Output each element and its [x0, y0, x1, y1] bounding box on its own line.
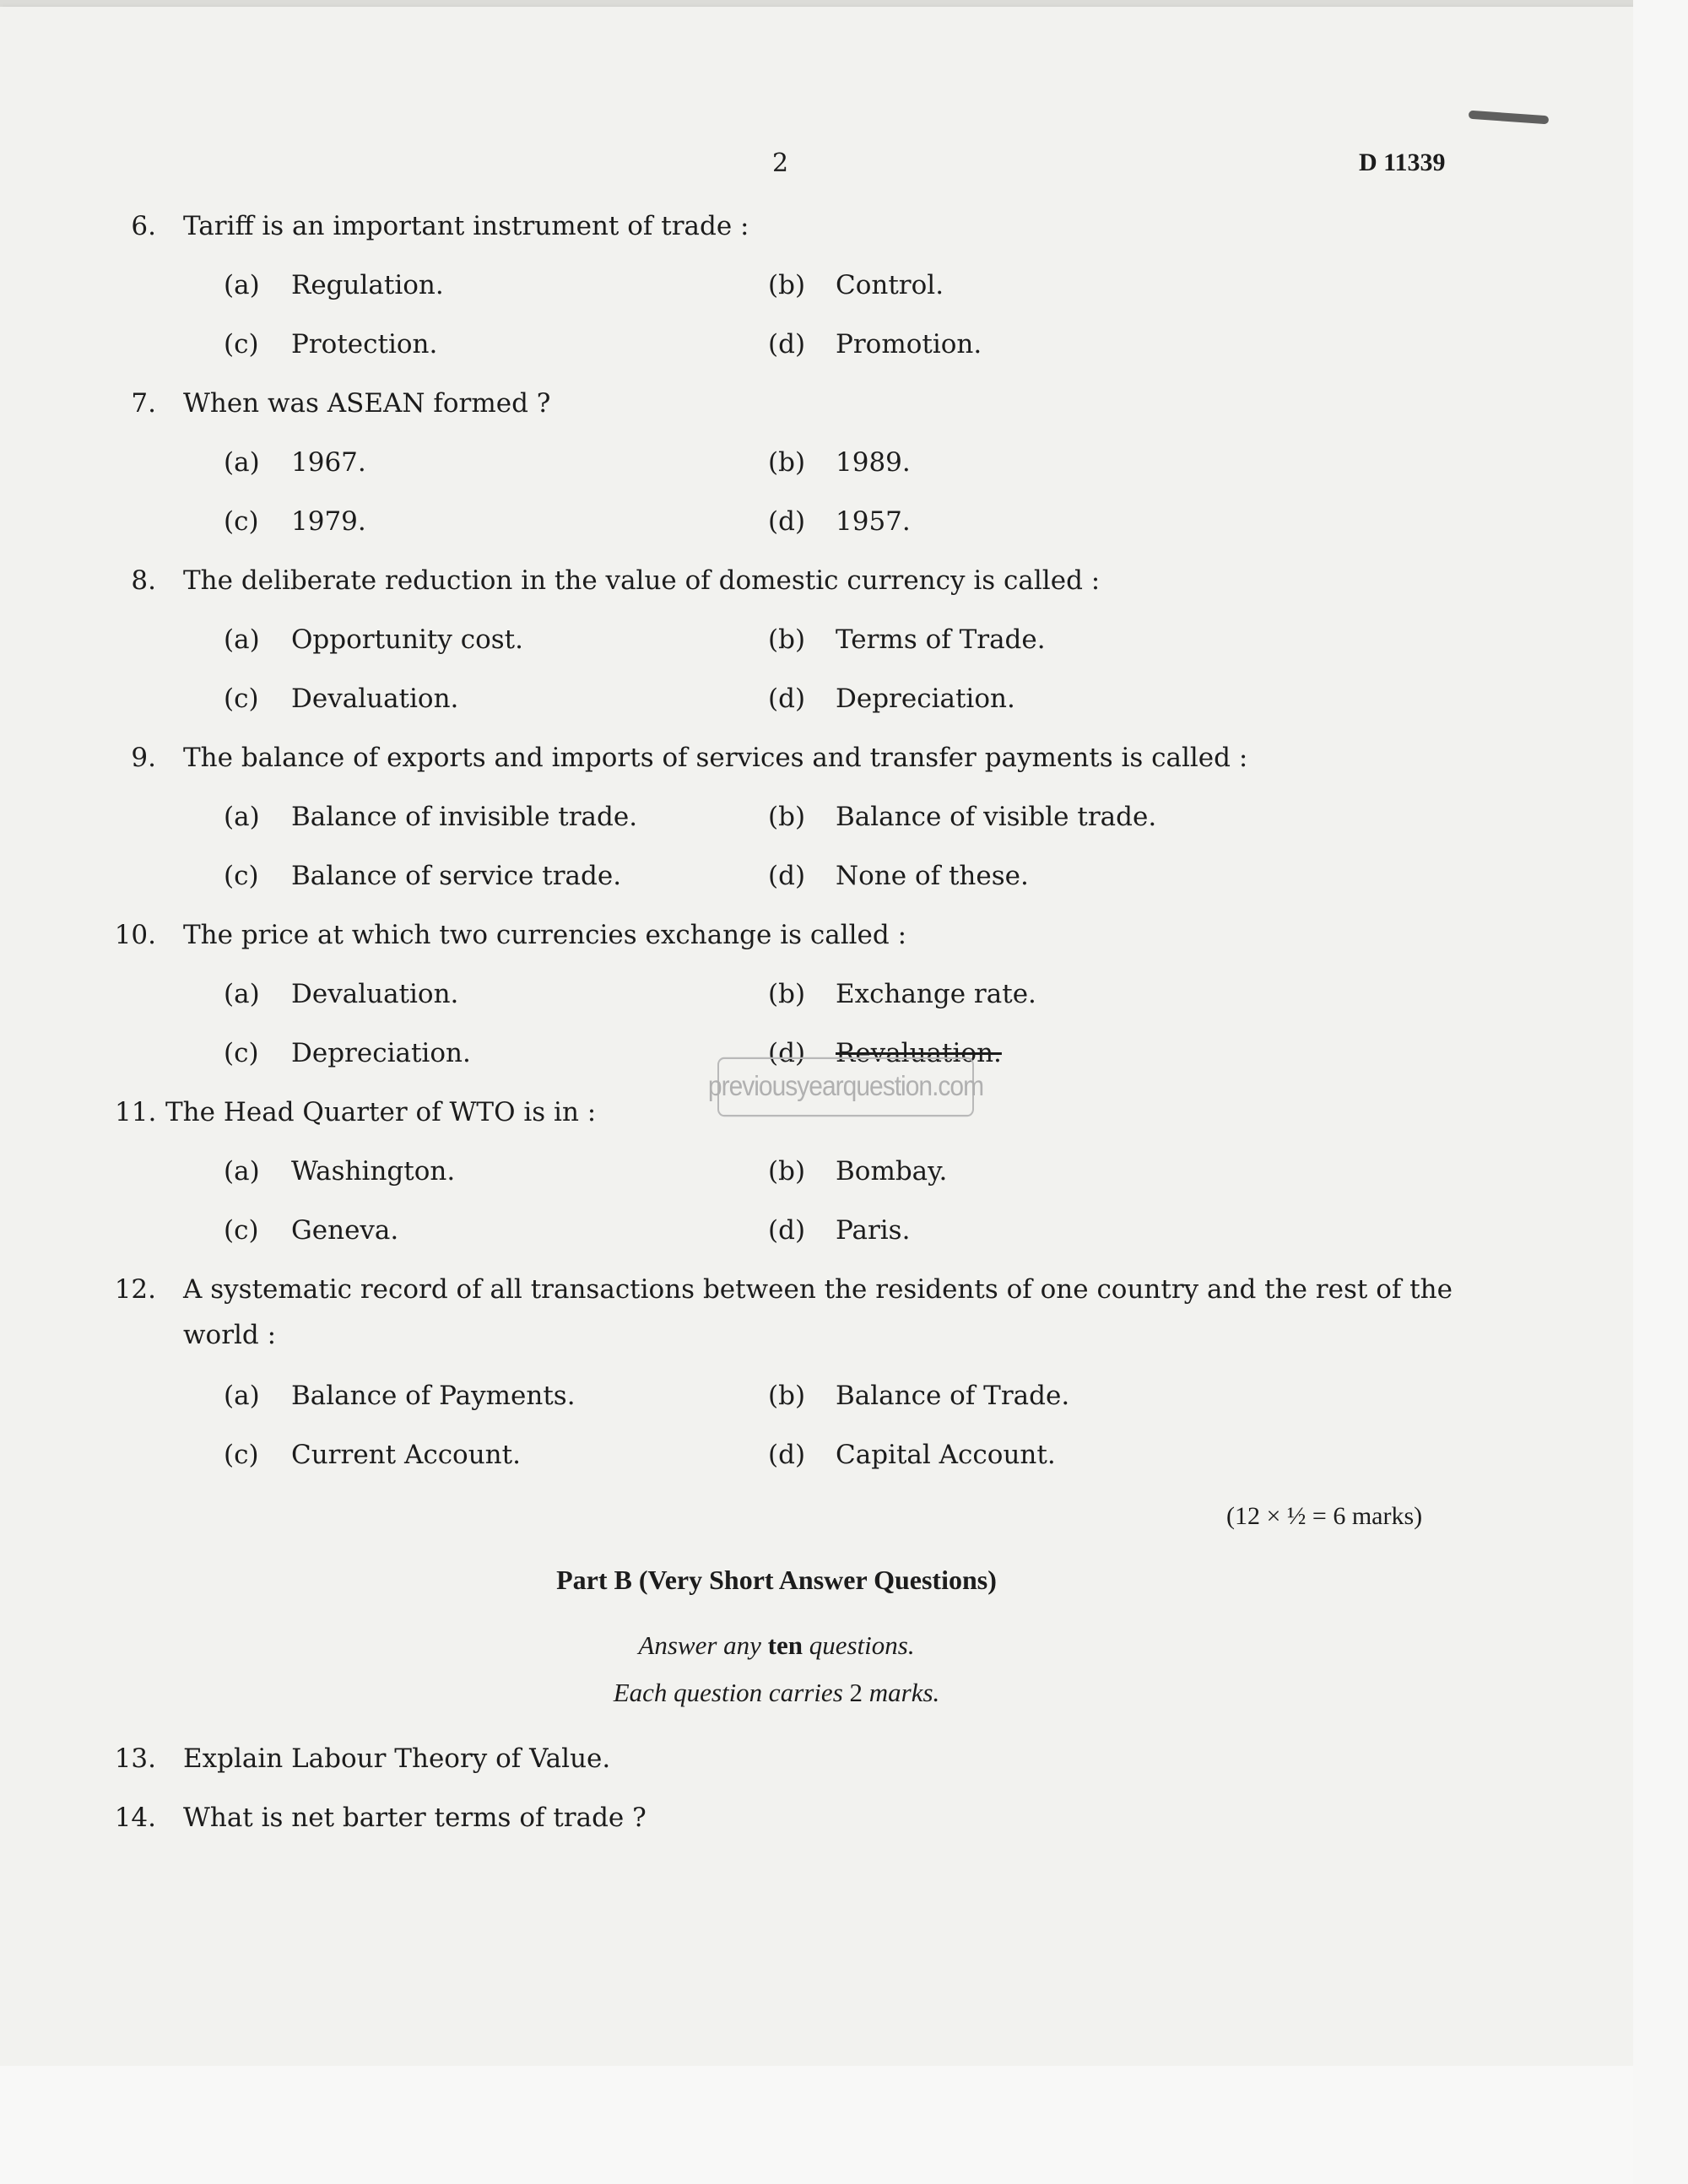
- watermark-logo: previousyearquestion.com: [717, 1057, 974, 1116]
- option-c: [224, 684, 458, 714]
- option-text: 1957.: [836, 506, 911, 537]
- instruction-text: questions.: [802, 1630, 915, 1660]
- option-text: Control.: [836, 270, 944, 300]
- option-text: 1979.: [291, 506, 366, 537]
- option-a: [224, 447, 366, 478]
- option-label: (a): [224, 447, 260, 478]
- option-label: (b): [768, 1381, 806, 1411]
- part-b-instruction-1: [0, 1630, 1553, 1661]
- option-text: Balance of service trade.: [291, 861, 622, 891]
- option-label: (b): [768, 979, 806, 1009]
- scanner-margin-right: [1633, 0, 1688, 2184]
- option-b: [768, 1156, 947, 1187]
- option-text: Revaluation.: [836, 1038, 1002, 1068]
- option-label: (c): [224, 1038, 259, 1068]
- option-text: Protection.: [291, 329, 438, 359]
- option-text: Promotion.: [836, 329, 982, 359]
- option-text: Depreciation.: [291, 1038, 471, 1068]
- question-text: The Head Quarter of WTO is in :: [165, 1097, 597, 1127]
- option-text: Exchange rate.: [836, 979, 1036, 1009]
- question-text: The balance of exports and imports of services and transfer payments is called :: [183, 743, 1248, 773]
- option-label: (c): [224, 1440, 259, 1470]
- option-text: Terms of Trade.: [836, 624, 1046, 655]
- question-number: 11.: [115, 1097, 157, 1127]
- option-label: (d): [768, 1215, 806, 1246]
- option-label: (a): [224, 1381, 260, 1411]
- option-b: [768, 447, 911, 478]
- option-text: Balance of invisible trade.: [291, 802, 638, 832]
- option-label: (d): [768, 684, 806, 714]
- question-number: 14.: [114, 1803, 156, 1833]
- paper-code: D 11339: [1359, 149, 1446, 176]
- option-text: Regulation.: [291, 270, 444, 300]
- option-a: [224, 1156, 455, 1187]
- question-number: 12.: [114, 1274, 156, 1305]
- question-number: 13.: [114, 1743, 156, 1774]
- option-b: [768, 979, 1036, 1009]
- option-label: (d): [768, 1440, 806, 1470]
- part-b-instruction-2: [0, 1678, 1553, 1708]
- question-text: Explain Labour Theory of Value.: [183, 1743, 611, 1774]
- option-d: [768, 1440, 1056, 1470]
- marks-summary: (12 × ½ = 6 marks): [1226, 1502, 1423, 1530]
- pen-mark: [1469, 111, 1549, 125]
- question-number: 7.: [131, 388, 156, 419]
- option-label: (d): [768, 506, 806, 537]
- option-d: [768, 861, 1029, 891]
- page-number: 2: [772, 149, 789, 178]
- option-label: (a): [224, 624, 260, 655]
- question-text: The deliberate reduction in the value of domestic currency is called :: [183, 565, 1101, 596]
- option-label: (c): [224, 329, 259, 359]
- option-label: (a): [224, 979, 260, 1009]
- option-c: [224, 1440, 521, 1470]
- option-label: (b): [768, 270, 806, 300]
- option-text: Bombay.: [836, 1156, 948, 1187]
- option-label: (a): [224, 802, 260, 832]
- option-c: [224, 1215, 398, 1246]
- option-label: (c): [224, 861, 259, 891]
- instruction-text: marks.: [863, 1678, 940, 1707]
- question-text: When was ASEAN formed ?: [183, 388, 551, 419]
- option-a: [224, 979, 458, 1009]
- option-label: (b): [768, 624, 806, 655]
- option-label: (b): [768, 802, 806, 832]
- option-c: [224, 329, 437, 359]
- question-number: 10.: [114, 920, 156, 950]
- option-text: Depreciation.: [836, 684, 1015, 714]
- option-d: [768, 329, 982, 359]
- option-text: 1989.: [836, 447, 911, 478]
- option-text: Current Account.: [291, 1440, 521, 1470]
- option-label: (a): [224, 1156, 260, 1187]
- option-a: [224, 802, 637, 832]
- exam-page: [0, 7, 1633, 2066]
- option-label: (c): [224, 684, 259, 714]
- option-text: Washington.: [291, 1156, 456, 1187]
- question-text: A systematic record of all transactions between the residents of one country and the rest of the: [183, 1274, 1453, 1305]
- option-label: (c): [224, 1215, 259, 1246]
- question-number: 9.: [131, 743, 156, 773]
- option-text: Devaluation.: [291, 684, 459, 714]
- instruction-number: 2: [849, 1678, 863, 1707]
- option-text: None of these.: [836, 861, 1029, 891]
- question-text: Tariff is an important instrument of trade :: [183, 211, 749, 241]
- instruction-emphasis: ten: [767, 1630, 803, 1660]
- option-label: (d): [768, 329, 806, 359]
- option-label: (c): [224, 506, 259, 537]
- option-text: Geneva.: [291, 1215, 399, 1246]
- instruction-text: Answer any: [638, 1630, 768, 1660]
- option-text: Devaluation.: [291, 979, 459, 1009]
- option-label: (a): [224, 270, 260, 300]
- option-label: (d): [768, 1038, 806, 1068]
- option-b: [768, 270, 944, 300]
- option-b: [768, 1381, 1069, 1411]
- option-label: (b): [768, 1156, 806, 1187]
- instruction-text: Each question carries: [613, 1678, 850, 1707]
- option-d: [768, 684, 1015, 714]
- option-text: Paris.: [836, 1215, 911, 1246]
- option-text: Balance of visible trade.: [836, 802, 1157, 832]
- option-text: Balance of Payments.: [291, 1381, 576, 1411]
- option-c: [224, 861, 621, 891]
- question-text: The price at which two currencies exchange is called :: [183, 920, 907, 950]
- question-text-line2: world :: [183, 1320, 277, 1350]
- option-text: Capital Account.: [836, 1440, 1056, 1470]
- option-a: [224, 270, 444, 300]
- option-text: 1967.: [291, 447, 366, 478]
- option-a: [224, 1381, 576, 1411]
- question-number: 6.: [131, 211, 156, 241]
- option-d: [768, 1215, 910, 1246]
- option-c: [224, 506, 366, 537]
- question-number: 8.: [131, 565, 156, 596]
- option-d: [768, 506, 911, 537]
- option-text: Balance of Trade.: [836, 1381, 1070, 1411]
- option-b: [768, 802, 1156, 832]
- option-text: Opportunity cost.: [291, 624, 523, 655]
- part-b-title: Part B (Very Short Answer Questions): [556, 1565, 997, 1595]
- option-label: (d): [768, 861, 806, 891]
- option-c: [224, 1038, 471, 1068]
- option-a: [224, 624, 523, 655]
- option-b: [768, 624, 1046, 655]
- question-text: What is net barter terms of trade ?: [183, 1803, 647, 1833]
- option-label: (b): [768, 447, 806, 478]
- scanner-margin-bottom: [0, 2066, 1633, 2184]
